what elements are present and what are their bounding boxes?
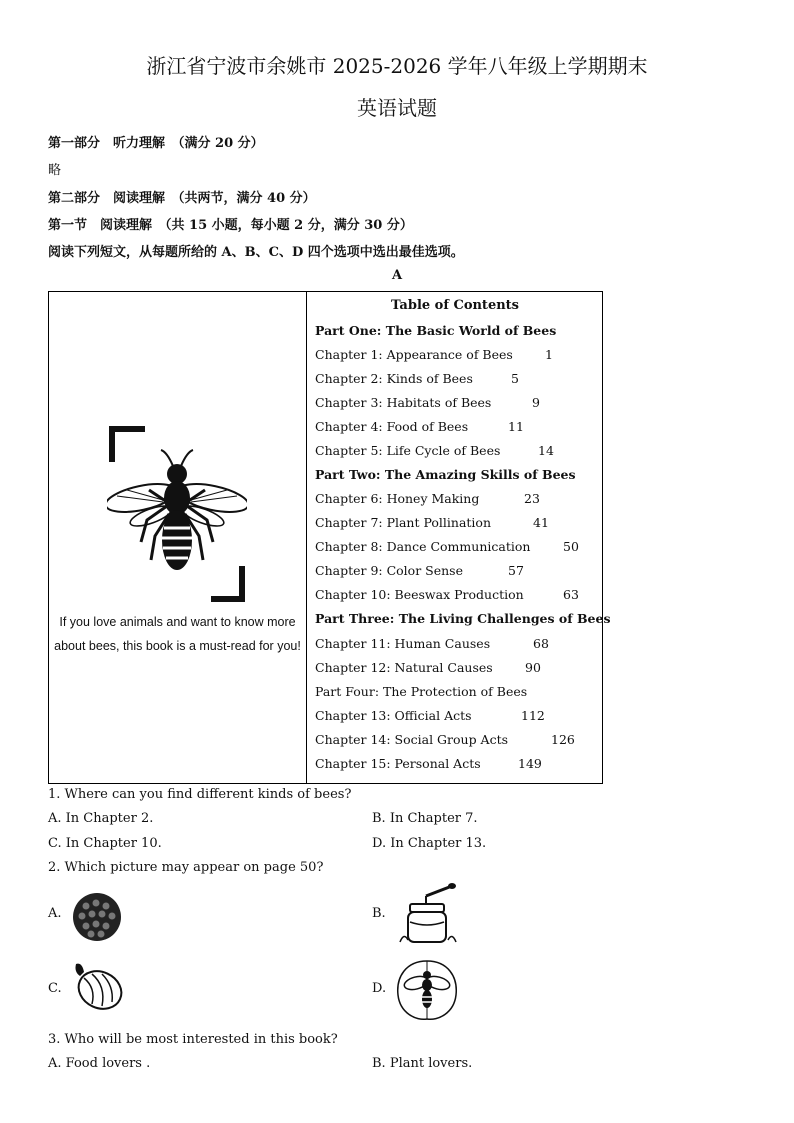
book-cover-cell [49,292,306,783]
bee-on-flower-icon [392,955,462,1025]
table-of-contents [307,292,611,783]
q2-option-c[interactable]: C. [48,981,62,996]
question-2-stem: 2. Which picture may appear on page 50? [48,860,324,875]
chapter-name: Chapter 13: Official Acts [315,708,472,723]
toc-chapter-row [315,491,540,506]
toc-chapter-row [315,563,524,578]
passage-label: A [391,268,403,283]
chapter-name: Chapter 5: Life Cycle of Bees [315,443,501,458]
chapter-page: 50 [563,539,579,554]
chapter-page: 68 [533,636,549,651]
blurb-line: about bees, this book is a must-read for you! [54,639,301,653]
question-1-stem: 1. Where can you find different kinds of bees? [48,787,352,802]
chapter-page: 11 [508,419,524,434]
document-title: 浙江省宁波市余姚市 2025-2026 学年八年级上学期期末 [146,54,648,78]
chapter-name: Chapter 15: Personal Acts [315,756,481,771]
toc-chapter-row [315,732,575,747]
toc-chapter-row [315,708,545,723]
bee-pupa-icon [66,958,128,1018]
chapter-page: 63 [563,587,579,602]
chapter-page: 149 [518,756,542,771]
chapter-page: 1 [545,347,553,362]
q1-option-b[interactable]: B. In Chapter 7. [372,811,478,826]
chapter-page: 23 [524,491,540,506]
chapter-name: Chapter 9: Color Sense [315,563,463,578]
toc-chapter-row [315,756,542,771]
toc-chapter-row [315,539,579,554]
toc-part-heading: Part Four: The Protection of Bees [315,684,528,699]
chapter-page: 90 [525,660,541,675]
chapter-name: Chapter 8: Dance Communication [315,539,531,554]
chapter-page: 57 [508,563,524,578]
question-3-stem: 3. Who will be most interested in this book? [48,1032,338,1047]
part2-heading: 第二部分 阅读理解 （共两节，满分 40 分） [48,191,316,206]
chapter-page: 126 [551,732,575,747]
toc-part-heading: Part Two: The Amazing Skills of Bees [315,467,576,482]
toc-chapter-row [315,443,554,458]
blurb-line: If you love animals and want to know more [59,615,296,629]
q1-option-d[interactable]: D. In Chapter 13. [372,836,487,851]
book-table [48,291,611,784]
bee-illustration-icon [107,422,247,602]
chapter-name: Chapter 3: Habitats of Bees [315,395,492,410]
chapter-page: 14 [538,443,554,458]
part1-heading: 第一部分 听力理解 （满分 20 分） [48,136,264,151]
q2-option-a[interactable]: A. [48,906,62,921]
chapter-name: Chapter 1: Appearance of Bees [315,347,513,362]
section1-heading: 第一节 阅读理解 （共 15 小题，每小题 2 分，满分 30 分） [48,218,413,233]
chapter-page: 9 [532,395,540,410]
honeycomb-icon [70,890,124,944]
q1-option-c[interactable]: C. In Chapter 10. [48,836,162,851]
chapter-name: Chapter 14: Social Group Acts [315,732,509,747]
toc-chapter-row [315,347,553,362]
chapter-name: Chapter 12: Natural Causes [315,660,493,675]
chapter-name: Chapter 7: Plant Pollination [315,515,492,530]
chapter-page: 41 [533,515,549,530]
toc-chapter-row [315,587,579,602]
chapter-name: Chapter 11: Human Causes [315,636,491,651]
toc-chapter-row [315,660,541,675]
q1-option-a[interactable]: A. In Chapter 2. [48,811,154,826]
q2-option-b[interactable]: B. [372,906,386,921]
toc-part-heading: Part Three: The Living Challenges of Bees [315,611,611,626]
toc-chapter-row [315,419,524,434]
toc-chapter-row [315,636,549,651]
chapter-page: 112 [521,708,545,723]
chapter-name: Chapter 2: Kinds of Bees [315,371,473,386]
q2-option-d[interactable]: D. [372,981,387,996]
toc-chapter-row [315,395,540,410]
book-blurb [49,610,306,658]
document-subtitle: 英语试题 [357,96,437,120]
toc-chapter-row [315,515,549,530]
chapter-name: Chapter 10: Beeswax Production [315,587,524,602]
chapter-page: 5 [511,371,519,386]
chapter-name: Chapter 4: Food of Bees [315,419,469,434]
instruction-text: 阅读下列短文，从每题所给的 A、B、C、D 四个选项中选出最佳选项。 [48,245,464,260]
q3-option-a[interactable]: A. Food lovers . [48,1056,151,1071]
toc-part-heading: Part One: The Basic World of Bees [315,323,557,338]
q3-option-b[interactable]: B. Plant lovers. [372,1056,473,1071]
omitted-note: 略 [48,163,62,178]
toc-chapter-row [315,371,519,386]
chapter-name: Chapter 6: Honey Making [315,491,480,506]
honey-jar-icon [396,882,458,946]
toc-title: Table of Contents [391,298,519,313]
